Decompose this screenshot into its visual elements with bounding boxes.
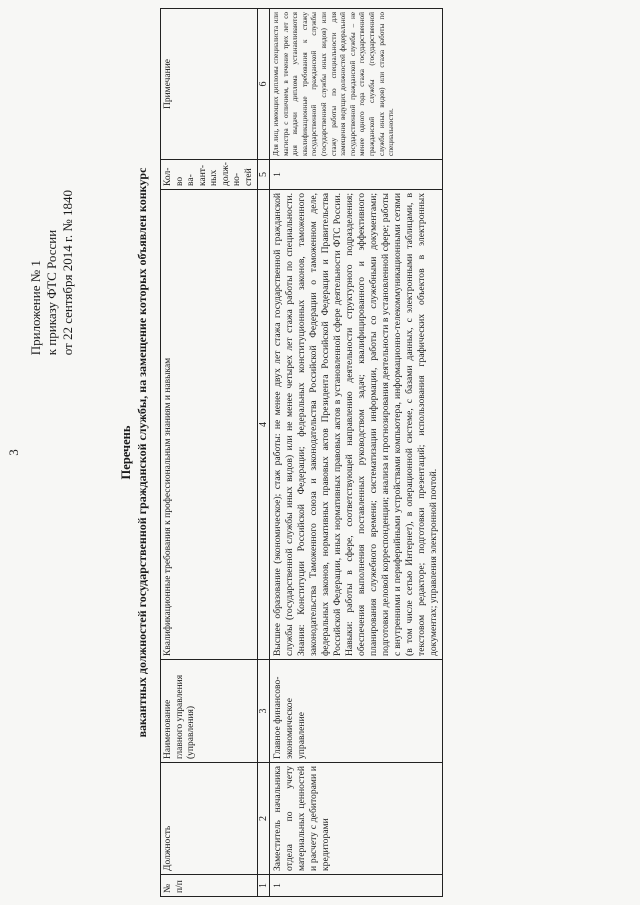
page-number: 3 [6,449,21,456]
count-cell: 1 [270,160,443,190]
column-number: 4 [258,190,270,660]
document-subtitle: вакантных должностей государственной гражданской службы, на замещение которых объявлен конкурс [135,167,149,738]
table-header-row [161,9,258,897]
annex-block [28,190,76,355]
table-row [270,9,443,897]
annex-line-1: Приложение № 1 [28,260,43,356]
column-number: 1 [258,875,270,897]
document-heading [118,0,150,905]
header-department: Наименование главного управления (управления) [161,660,258,763]
header-note: Примечание [161,9,258,160]
requirements-cell: Высшее образование (экономическое); стаж работы: не менее двух лет стажа государственной гражданской службы (государственной службы иных видов) или не менее четырех лет стажа работы по специальности. Знания: Конституции Российской Федерации; федеральных конституционных законов, таможенного законодательства Таможенного союза и законодательства Российской Федерации о таможенном деле, федеральных законов, нормативных правовых актов Президента Российской Федерации и Правительства Российской Федерации, иных нормативных правовых актов в установленной сфере деятельности ФТС России. Навыки: работы в сфере, соответствующей направлению деятельности структурного подразделения; обеспечения выполнения поставленных руководством задач; квалифицированного и эффективного планирования служебного времени; систематизации информации, работы со служебными документами; подготовки деловой корреспонденции; анализа и прогнозирования деятельности в установленной сфере; работы с внутренними и периферийными устройствами компьютера, информационно-телекоммуникационными сетями (в том числе сетью Интернет), в операционной системе, с базами данных, с электронными таблицами, в текстовом редакторе; подготовки презентаций; использования графических объектов в электронных документах; управления электронной почтой. [270,190,443,660]
row-number: 1 [270,875,443,897]
column-number: 3 [258,660,270,763]
header-requirements: Квалификационные требования к профессиональным знаниям и навыкам [161,190,258,660]
column-number: 6 [258,9,270,160]
column-number: 2 [258,763,270,875]
annex-line-2: к приказу ФТС России [44,229,59,356]
header-count: Кол-во ва-кант-ных долж-но-стей [161,160,258,190]
column-number-row [258,9,270,897]
department-cell: Главное финансово-экономическое управление [270,660,443,763]
header-num: № п/п [161,875,258,897]
annex-line-3: от 22 сентября 2014 г. № 1840 [60,190,75,356]
document-title: Перечень [119,425,133,480]
note-cell: Для лиц, имеющих дипломы специалиста или магистра с отличием, в течение трех лет со дня выдачи диплома устанавливаются квалификационные требования к стажу государственной гражданской службы (государственной службы иных видов) или стажу работы по специальности для замещения ведущих должностей федеральной государственной гражданской службы – не менее одного года стажа государственной гражданской службы (государственной службы иных видов) или стажа работы по специальности. [270,9,443,160]
vacancies-table [160,8,443,897]
header-position: Должность [161,763,258,875]
position-cell: Заместитель начальника отдела по учету материальных ценностей и расчету с дебиторами и кредиторами [270,763,443,875]
column-number: 5 [258,160,270,190]
